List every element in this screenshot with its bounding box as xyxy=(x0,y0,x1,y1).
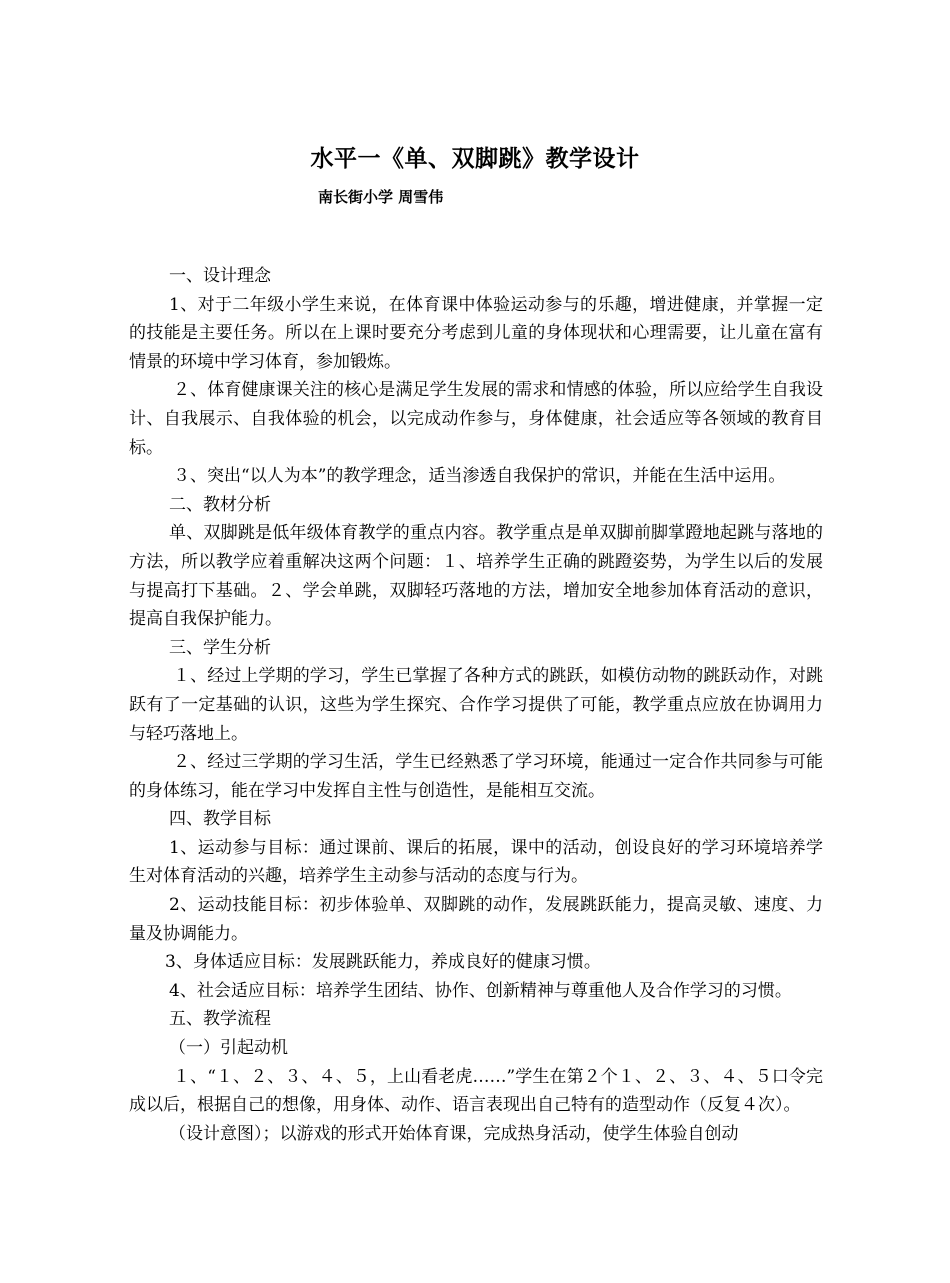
document-author: 南长街小学 周雪伟 xyxy=(318,188,444,206)
paragraph: 1、运动参与目标：通过课前、课后的拓展，课中的活动，创设良好的学习环境培养学生对体育活动的兴趣，培养学生主动参与活动的态度与行为。 xyxy=(129,837,823,887)
paragraph: 4、社会适应目标：培养学生团结、协作、创新精神与尊重他人及合作学习的习惯。 xyxy=(169,980,792,1001)
section-heading-student-analysis: 三、学生分析 xyxy=(169,637,271,658)
section-heading-design-concept: 一、设计理念 xyxy=(169,266,271,286)
paragraph: ３、突出“以人为本”的教学理念，适当渗透自我保护的常识，并能在生活中运用。 xyxy=(173,466,786,487)
paragraph: 2、运动技能目标：初步体验单、双脚跳的动作，发展跳跃能力，提高灵敏、速度、力量及协调能力。 xyxy=(129,895,823,944)
document-title: 水平一《单、双脚跳》教学设计 xyxy=(310,146,640,172)
paragraph: （设计意图）；以游戏的形式开始体育课，完成热身活动，使学生体验自创动 xyxy=(169,1123,739,1144)
section-heading-teaching-goals: 四、教学目标 xyxy=(169,809,271,830)
paragraph: 3、身体适应目标：发展跳跃能力，养成良好的健康习惯。 xyxy=(165,952,601,973)
subsection-heading: （一）引起动机 xyxy=(169,1038,288,1059)
section-heading-teaching-process: 五、教学流程 xyxy=(169,1009,271,1030)
document-body xyxy=(129,262,823,1148)
paragraph: ２、体育健康课关注的核心是满足学生发展的需求和情感的体验，所以应给学生自我设计、自我展示、自我体验的机会，以完成动作参与，身体健康，社会适应等各领域的教育目标。 xyxy=(129,380,823,458)
paragraph: １、经过上学期的学习，学生已掌握了各种方式的跳跃，如模仿动物的跳跃动作，对跳跃有了一定基础的认识，这些为学生探究、合作学习提供了可能，教学重点应放在协调用力与轻巧落地上。 xyxy=(129,666,823,744)
paragraph: 单、双脚跳是低年级体育教学的重点内容。教学重点是单双脚前脚掌蹬地起跳与落地的方法，所以教学应着重解决这两个问题：１、培养学生正确的跳蹬姿势，为学生以后的发展与提高打下基础。２、学会单跳，双脚轻巧落地的方法，增加安全地参加体育活动的意识，提高自我保护能力。 xyxy=(129,523,823,630)
section-heading-material-analysis: 二、教材分析 xyxy=(169,494,271,515)
paragraph: 1、对于二年级小学生来说，在体育课中体验运动参与的乐趣，增进健康，并掌握一定的技能是主要任务。所以在上课时要充分考虑到儿童的身体现状和心理需要，让儿童在富有情景的环境中学习体育，参加锻炼。 xyxy=(129,294,823,372)
paragraph: ２、经过三学期的学习生活，学生已经熟悉了学习环境，能通过一定合作共同参与可能的身体练习，能在学习中发挥自主性与创造性，是能相互交流。 xyxy=(129,752,823,801)
paragraph: １、“１、２、３、４、５，上山看老虎……”学生在第２个１、２、３、４、５口令完成以后，根据自己的想像，用身体、动作、语言表现出自己特有的造型动作（反复４次）。 xyxy=(129,1066,823,1116)
